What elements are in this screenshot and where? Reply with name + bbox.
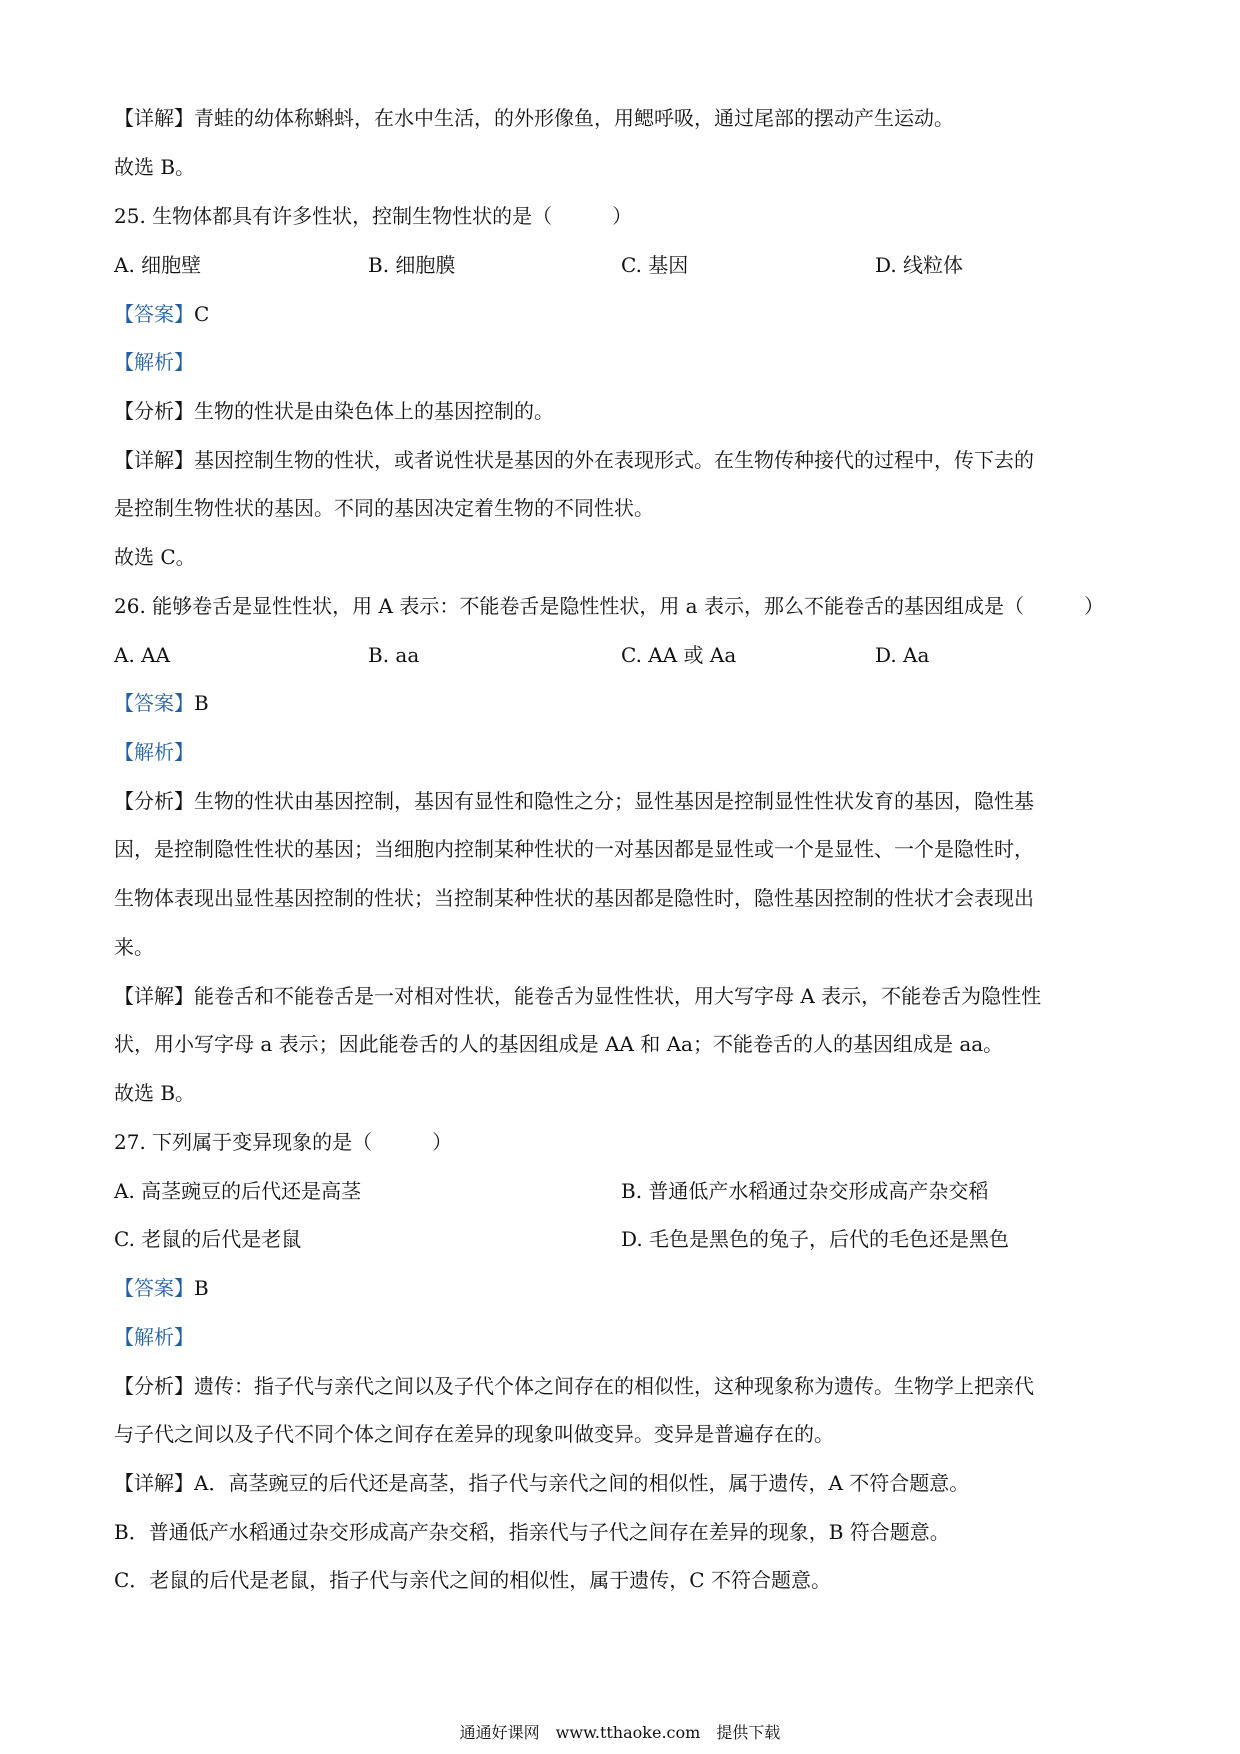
q27-option-d: D. 毛色是黑色的兔子，后代的毛色还是黑色 xyxy=(621,1227,1010,1251)
q26-detail-line: 【详解】能卷舌和不能卷舌是一对相对性状，能卷舌为显性性状，用大写字母 A 表示，不能卷舌为隐性性 xyxy=(114,984,1042,1008)
q25-answer xyxy=(114,300,1134,328)
q25-detail-line: 是控制生物性状的基因。不同的基因决定着生物的不同性状。 xyxy=(114,496,654,520)
q25-conclusion: 故选 C。 xyxy=(114,545,196,569)
answer-tag: 【答案】 xyxy=(114,691,194,715)
answer-value: B xyxy=(194,691,209,715)
q26-stem: 26. 能够卷舌是显性性状，用 A 表示：不能卷舌是隐性性状，用 a 表示，那么不能卷舌的基因组成是（ ） xyxy=(114,594,1104,618)
page-footer: 通通好课网 www.tthaoke.com 提供下载 xyxy=(459,1723,781,1742)
q27-detail-line: C．老鼠的后代是老鼠，指子代与亲代之间的相似性，属于遗传，C 不符合题意。 xyxy=(114,1568,831,1592)
q25-analysis: 【分析】生物的性状是由染色体上的基因控制的。 xyxy=(114,399,554,423)
q25-stem: 25. 生物体都具有许多性状，控制生物性状的是（ ） xyxy=(114,204,633,228)
q24-conclusion: 故选 B。 xyxy=(114,155,196,179)
q24-detail: 【详解】青蛙的幼体称蝌蚪，在水中生活，的外形像鱼，用鳃呼吸，通过尾部的摆动产生运动。 xyxy=(114,106,954,130)
q26-option-a: A. AA xyxy=(114,643,171,667)
q27-analysis-line: 与子代之间以及子代不同个体之间存在差异的现象叫做变异。变异是普遍存在的。 xyxy=(114,1422,834,1446)
q25-option-a: A. 细胞壁 xyxy=(114,253,202,277)
q26-answer xyxy=(114,689,1134,717)
q25-detail-line: 【详解】基因控制生物的性状，或者说性状是基因的外在表现形式。在生物传种接代的过程中，传下去的 xyxy=(114,448,1034,472)
q26-option-c: C. AA 或 Aa xyxy=(621,643,737,667)
q26-analysis-line: 来。 xyxy=(114,935,154,959)
q25-option-d: D. 线粒体 xyxy=(875,253,964,277)
q27-detail-line: B．普通低产水稻通过杂交形成高产杂交稻，指亲代与子代之间存在差异的现象，B 符合题意。 xyxy=(114,1520,950,1544)
q25-analysis-tag: 【解析】 xyxy=(114,350,194,374)
q26-option-d: D. Aa xyxy=(875,643,930,667)
answer-value: C xyxy=(194,302,210,326)
answer-value: B xyxy=(194,1276,209,1300)
q26-analysis-line: 因，是控制隐性性状的基因；当细胞内控制某种性状的一对基因都是显性或一个是显性、一个是隐性时， xyxy=(114,837,1034,861)
q26-analysis-tag: 【解析】 xyxy=(114,740,194,764)
q27-detail-line: 【详解】A．高茎豌豆的后代还是高茎，指子代与亲代之间的相似性，属于遗传，A 不符合题意。 xyxy=(114,1471,970,1495)
q27-option-c: C. 老鼠的后代是老鼠 xyxy=(114,1227,302,1251)
q27-option-a: A. 高茎豌豆的后代还是高茎 xyxy=(114,1179,362,1203)
q25-option-b: B. 细胞膜 xyxy=(368,253,456,277)
answer-tag: 【答案】 xyxy=(114,302,194,326)
answer-tag: 【答案】 xyxy=(114,1276,194,1300)
q27-stem: 27. 下列属于变异现象的是（ ） xyxy=(114,1130,453,1154)
q26-option-b: B. aa xyxy=(368,643,420,667)
q26-detail-line: 状，用小写字母 a 表示；因此能卷舌的人的基因组成是 AA 和 Aa；不能卷舌的人的基因组成是 aa。 xyxy=(114,1032,1004,1056)
q26-conclusion: 故选 B。 xyxy=(114,1081,196,1105)
q27-option-b: B. 普通低产水稻通过杂交形成高产杂交稻 xyxy=(621,1179,989,1203)
q27-analysis-tag: 【解析】 xyxy=(114,1325,194,1349)
q27-answer xyxy=(114,1274,1134,1302)
q25-option-c: C. 基因 xyxy=(621,253,689,277)
q27-analysis-line: 【分析】遗传：指子代与亲代之间以及子代个体之间存在的相似性，这种现象称为遗传。生物学上把亲代 xyxy=(114,1374,1034,1398)
q26-analysis-line: 生物体表现出显性基因控制的性状；当控制某种性状的基因都是隐性时，隐性基因控制的性状才会表现出 xyxy=(114,886,1034,910)
q26-analysis-line: 【分析】生物的性状由基因控制，基因有显性和隐性之分；显性基因是控制显性性状发育的基因，隐性基 xyxy=(114,789,1034,813)
